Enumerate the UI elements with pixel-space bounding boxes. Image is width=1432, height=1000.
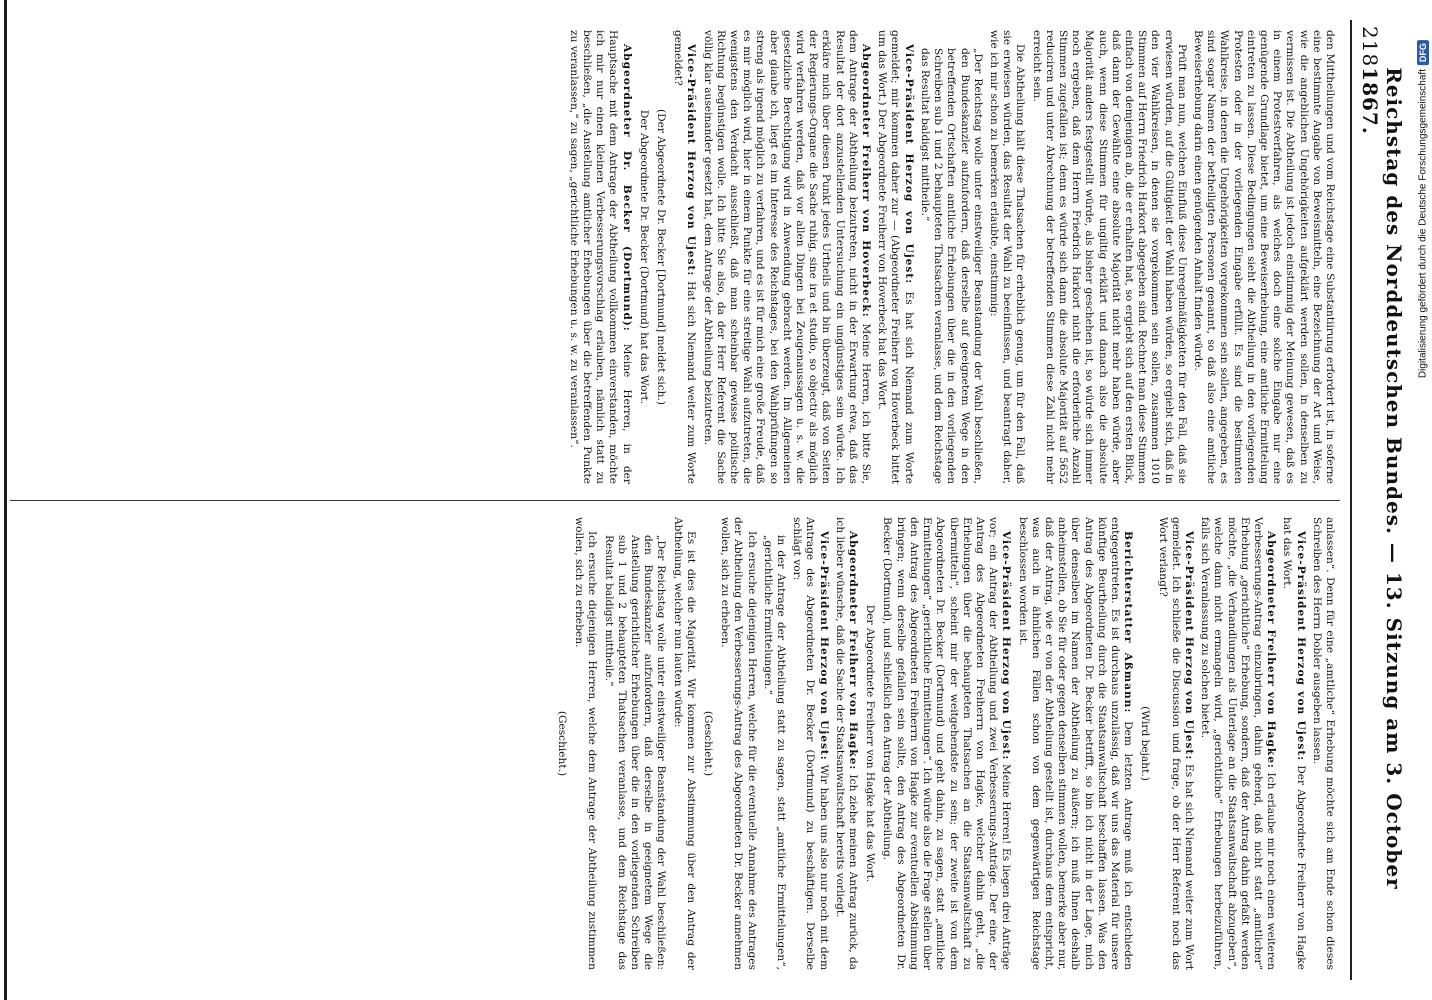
dfg-logo: DFG xyxy=(1417,40,1429,65)
speech xyxy=(1280,517,1306,970)
speech-text: Wir haben uns also nur noch mit dem Antrage des Abgeordneten Dr. Becker (Dortmund) zu beschäftigen. Derselbe schlägt vor: xyxy=(791,517,830,970)
speech-text: Es hat sich Niemand weiter zum Wort gemeldet. Ich schließe die Discussion und frage, ob der Herr Referent noch das Wort verlangt? xyxy=(1156,517,1195,970)
speech-text: Meine Herren, ich bitte Sie, dem Antrage der Abtheilung beizutreten, nicht in der Erwartung etwa, daß das Resultat der dort anzustellenden Untersuchung ein ungünstiges sein würde. Ich erkläre mich über diesen Punkt jedes Urtheils und bin überzeugt, daß von Seiten der Regierungs-Organe die Sache ruhig, sine ira et studio, so objectiv als möglich wird verfahren werden, daß vor allen Dingen bei Zeugenaussagen u. s. w. die gesetzliche Berechtigung wird in Anwendung gebracht werden. Im Allgemeinen aber glaube ich, liegt es im Interesse des Reichstages, bei den Wahlprüfungen so streng als irgend möglich zu verfahren, und es ist für mich eine große Freude, daß es mir möglich wird, hier in einem Punkte für eine streitige Wahl aufzutreten, die wenigstens den Verdacht ausschließt, daß man scheinbar gewisse politische Richtung begünstigen wolle. Ich bitte Sie also, da der Herr Referent die Sache völlig klar auseinander gesetzt hat, dem Antrage der Abtheilung beizutreten. xyxy=(701,30,873,484)
column-left xyxy=(10,20,1340,500)
speech xyxy=(567,30,633,484)
motion-quote: „Der Reichstag wolle unter einstweiliger Beanstandung der Wahl beschließen, den Bundeskanzler aufzufordern, daß derselbe auf geeignetem Wege in den betreffenden Ortschaften amtliche Erhebungen über die in den vorliegenden Schreiben sub 1 und 2 behaupteten Thatsachen veranlasse, und dem Reichstage das Resultat baldigst mittheile.“ xyxy=(918,48,984,484)
speech xyxy=(1155,517,1195,970)
paragraph: Prüft man nun, welchen Einfluß diese Unregelmäßigkeiten für den Fall, daß sie erwiesen würden, auf die Gültigkeit der Wahl haben würden, so ergiebt sich, daß in den vier Wahlkreisen, in denen sie vorgekommen sein sollen, zusammen 1010 Stimmen auf Herrn Friedrich Harkort abgegeben sind. Rechnet man diese Stimmen einfach von demjenigen ab, die er erhalten hat, so ergiebt sich auf den ersten Blick, daß dann der Gewählte eine absolute Majorität nicht mehr haben würde, aber auch, wenn diese Stimmen für ungiltig erklärt und danach also die absolute Majorität anders festgestellt würde, als bisher geschehen ist, so würde sich immer noch ergeben, daß dem Herrn Friedrich Harkort nicht die erforderliche Anzahl Stimmen zugefallen ist; denn es würde sich dann die absolute Majorität auf 5652 reduciren und unter Abrechnung der betreffenden Stimmen diese Zahl nicht mehr erreicht sein. xyxy=(1030,30,1188,484)
document-page xyxy=(10,20,1406,980)
paragraph: Ich ersuche diejenigen Herren, welche für die eventuelle Annahme des Antrages der Abtheilung den Verbesserungs-Antrag des Abgeordneten Dr. Becker annehmen wollen, sich zu erheben. xyxy=(719,517,758,970)
speech-text: Hat sich Niemand weiter zum Worte gemeldet? xyxy=(672,30,698,484)
column-right xyxy=(10,500,1340,980)
page-edge-rule xyxy=(4,0,7,1000)
speaker-name: Vice-Präsident Herzog von Ujest: xyxy=(1182,531,1195,761)
stage-note: (Geschieht.) xyxy=(702,710,715,777)
speaker-name: Vice-Präsident Herzog von Ujest: xyxy=(817,531,830,761)
speech xyxy=(833,517,859,970)
stage-note: Der Abgeordnete Freiherr von Hagke hat das Wort. xyxy=(864,604,877,883)
speech xyxy=(1015,517,1134,970)
paragraph: Ich ersuche diejenigen Herren, welche dem Antrage der Abtheilung zustimmen wollen, sich zu erheben. xyxy=(573,517,599,970)
paragraph: Es ist dies die Majorität. Wir kommen zur Abstimmung über den Antrag der Abtheilung, welcher nun lauten würde: xyxy=(671,517,697,970)
speaker-name: Abgeordneter Freiherr von Hagke: xyxy=(1265,531,1278,769)
speech xyxy=(700,30,872,484)
speaker-name: Abgeordneter Freiherr von Hagke: xyxy=(847,531,860,771)
speech xyxy=(1198,517,1277,970)
speaker-name: Vice-Präsident Herzog von Ujest: xyxy=(1294,531,1307,762)
speaker-name: Berichterstatter Aßmann: xyxy=(1122,531,1135,714)
page-title: Reichstag des Norddeutschen Bundes. — 13. Sitzung am 3. October 1867. xyxy=(1358,67,1406,890)
stage-note: (Wird bejaht.) xyxy=(1139,706,1152,781)
stage-note: (Geschieht.) xyxy=(556,710,569,777)
speech xyxy=(875,30,915,484)
speech-text: Der Abgeordnete Freiherr von Hagke hat das Wort. xyxy=(1281,517,1307,970)
speech-text: Meine Herren! Es liegen drei Anträge vor; ein Antrag der Abtheilung und zwei Verbesserungs-Anträge. Der eine, der Antrag des Abgeordneten Freiherrn von Hagke, welcher dahin geht, „die Erhebungen über die behaupteten Thatsachen an die Staatsanwaltschaft zu übermitteln“, scheint mir der weitgehendste zu sein; der zweite ist von dem Abgeordneten Dr. Becker (Dortmund) und geht dahin, zu sagen, statt „amtliche Ermittelungen“ „gerichtliche Ermittelungen“. Ich würde also die Frage stellen über den Antrag des Abgeordneten Freiherrn von Hagke zur eventuellen Abstimmung bringen; wenn derselbe gefallen sein sollte, den Antrag des Abgeordneten Dr. Becker (Dortmund), und schließlich den Antrag der Abtheilung. xyxy=(881,517,1013,970)
paragraph: Die Abtheilung hält diese Thatsachen für erheblich genug, um für den Fall, daß sie erwiesen würden, das Resultat der Wahl zu beeinflussen, und beantragt daher, wie ich mir schon zu bemerken erlaubte, einstimmig: xyxy=(987,30,1027,484)
page-number: 218 xyxy=(1358,26,1382,68)
speech-text: Ich ziehe meinen Antrag zurück, da ich lieber wünsche, daß die Sache der Staatsanwaltschaft bereits vorliegt. xyxy=(833,517,860,970)
speech xyxy=(790,517,830,970)
speaker-name: Vice-Präsident Herzog von Ujest: xyxy=(685,44,698,277)
page-header xyxy=(1350,20,1406,980)
speaker-name: Abgeordneter Dr. Becker (Dortmund): xyxy=(620,44,633,332)
speech-text: Es hat sich Niemand zum Worte gemeldet; mir kommen daher zur — (Abgeordneter Freiherr von Hoverbeck bittet um das Wort.) Der Abgeordnete Freiherr von Hoverbeck hat das Wort. xyxy=(876,30,915,484)
paragraph: anlassen“. Denn für eine „amtliche“ Erhebung möchte sich am Ende schon dieses Schreiben des Herrn Dobler ausgeben lassen. xyxy=(1310,517,1336,970)
speech xyxy=(880,517,1012,970)
speaker-name: Abgeordneter Freiherr von Hoverbeck: xyxy=(860,44,873,318)
speech-text: Meine Herren, in der Hauptsache mit dem Antrage der Abtheilung vollkommen einverstanden, möchte ich mir nur einen kleinen Verbesserungsvorschlag erlauben, nämlich statt zu beschließen, „die Anstellung amtlicher Erhebungen über die betreffenden Punkte zu veranlassen,“ zu sagen, „gerichtliche Erhebungen u. s. w. zu veranlassen“. xyxy=(567,30,633,484)
paragraph: den Mittheilungen und vom Reichstage eine Substantiirung erfordert ist, in soferne eine bestimmte Angabe von Beweismitteln, eine Bezeichnung der Art und Weise, wie die angeblichen Ungehörigkeiten aufgeklärt werden sollen, in denselben zu vermissen ist. Die Abtheilung ist jedoch einstimmig der Meinung gewesen, daß es in einem Protestverfahren, als welches doch eine solche Eingabe nur eine genügende Grundlage bietet, um eine Beweiserhebung, eine amtliche Ermittelung eintreten zu lassen. Diese Bedingungen sieht die Abtheilung in den vorliegenden Protesten oder in der vorliegenden Eingabe erfüllt. Es sind die bestimmten Wahlkreise, in denen die Ungehörigkeiten vorgekommen sein sollen, angegeben, es sind sogar Namen der betheiligten Personen genannt, so daß also eine amtliche Beweiserhebung darin einen genügenden Anhalt finden würde. xyxy=(1191,30,1336,484)
speech-text: Ich erlaube mir noch einen weiteren Verbesserungs-Antrag einzubringen, dahin gehend, daß nicht statt „amtlicher“ Erhebung „gerichtliche“ Erhebung, sondern, daß der Antrag dahin gefaßt werden möchte, „die Verhandlungen als Unterlage an die Staatsanwaltschaft abzugeben“, welche dann nicht ermangeln wird, „gerichtliche“ Erhebungen herbeizuführen, falls sich Veranlassung zu solchen bietet. xyxy=(1199,517,1278,970)
motion-quote: in der Antrage der Abtheilung statt zu sagen, statt „amtliche Ermittelungen“, „gerichtliche Ermittelungen.“ xyxy=(761,535,788,970)
speech-text: Dem letzten Antrage muß ich entschieden entgegentreten. Es ist durchaus unzulässig, daß wir uns das Material für unsere künftige Beurtheilung durch die Staatsanwaltschaft beschaffen lassen. Was den Antrag des Abgeordneten Dr. Becker betrifft, so bin ich nicht in der Lage, mich über denselben im Namen der Abtheilung zu äußern; ich muß Ihnen deshalb anheimstellen, ob Sie für oder gegen denselben stimmen wollen, bemerke aber nur, daß der Antrag, wie er von der Abtheilung gestellt ist, durchaus dem entspricht, was auch in ähnlichen Fällen schon von dem gegenwärtigen Reichstage beschlossen worden ist. xyxy=(1016,517,1135,970)
motion-quote: „Der Reichstag wolle unter einstweiliger Beanstandung der Wahl beschließen: den Bundeskanzler aufzufordern, daß derselbe in geeignetem Wege die Anstellung gerichtlicher Erhebungen über die in den vorliegenden Schreiben sub 1 und 2 behaupteten Thatsachen veranlasse, und dem Reichstage das Resultat baldigst mittheile.“ xyxy=(602,535,668,970)
text-columns xyxy=(10,20,1340,980)
digitization-credit xyxy=(1417,40,1429,378)
stage-note: (Der Abgeordnete Dr. Becker [Dortmund] meldet sich.) xyxy=(655,108,668,405)
credit-text: Digitalisierung gefördert durch die Deutsche Forschungsgemeinschaft xyxy=(1417,69,1429,379)
speaker-name: Vice-Präsident Herzog von Ujest: xyxy=(902,44,915,285)
speaker-name: Vice-Präsident Herzog von Ujest: xyxy=(1000,531,1013,761)
speech xyxy=(671,30,697,484)
stage-note: Der Abgeordnete Dr. Becker (Dortmund) hat das Wort. xyxy=(637,109,650,405)
